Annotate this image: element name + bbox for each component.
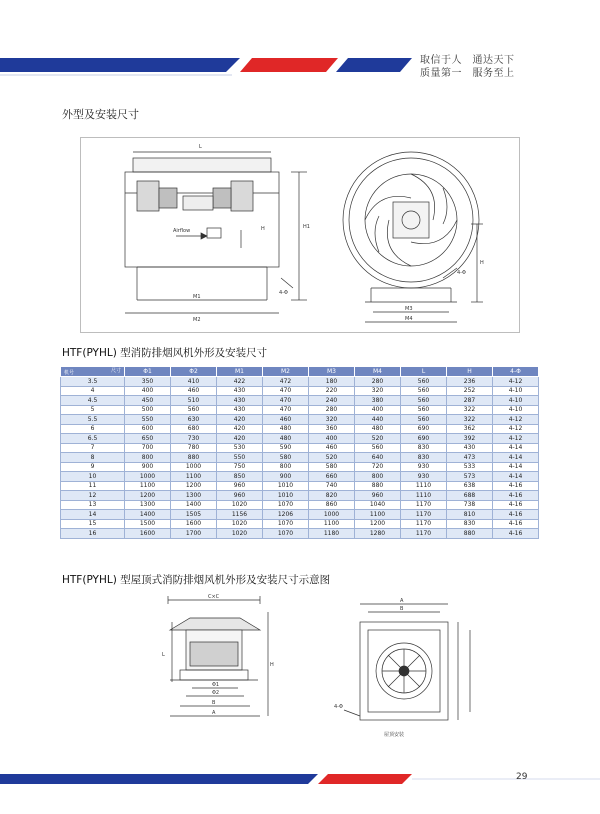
roof-section-title: HTF(PYHL) 型屋顶式消防排烟风机外形及安装尺寸示意图 [62, 574, 331, 586]
table-cell: 400 [355, 405, 401, 415]
table-cell: 1100 [309, 519, 355, 529]
table-cell: 580 [309, 462, 355, 472]
table-corner-cell [61, 367, 125, 377]
table-cell: 380 [355, 396, 401, 406]
col-header: M2 [263, 367, 309, 377]
front-view [343, 152, 483, 322]
table-cell: 4-16 [493, 491, 539, 501]
table-cell: 730 [171, 434, 217, 444]
table-cell: 472 [263, 377, 309, 387]
roof-dim-H: H [270, 662, 274, 668]
table-cell: 560 [355, 443, 401, 453]
table-cell: 400 [125, 386, 171, 396]
table-cell: 440 [355, 415, 401, 425]
col-header: M4 [355, 367, 401, 377]
table-cell: 4-10 [493, 386, 539, 396]
col-header: M1 [217, 367, 263, 377]
col-header: 4-Φ [493, 367, 539, 377]
machine-number-cell: 16 [61, 529, 125, 539]
machine-number-cell: 9 [61, 462, 125, 472]
front-dim-holes: 4-Φ [457, 270, 466, 276]
table-cell: 510 [171, 396, 217, 406]
table-row [61, 500, 539, 510]
table-cell: 638 [447, 481, 493, 491]
table-cell: 500 [125, 405, 171, 415]
machine-number-cell: 4 [61, 386, 125, 396]
table-cell: 470 [263, 396, 309, 406]
table-cell: 738 [447, 500, 493, 510]
header-slogan [420, 54, 515, 80]
roof-top-caption: 屋顶安装 [384, 732, 405, 738]
machine-number-cell: 12 [61, 491, 125, 501]
table-cell: 430 [217, 386, 263, 396]
table-cell: 720 [355, 462, 401, 472]
table-cell: 1000 [309, 510, 355, 520]
machine-number-cell: 5.5 [61, 415, 125, 425]
table-cell: 800 [125, 453, 171, 463]
table-cell: 1200 [171, 481, 217, 491]
corner-top-label: 尺寸 [110, 368, 121, 374]
table-cell: 830 [401, 453, 447, 463]
table-cell: 830 [401, 443, 447, 453]
table-cell: 560 [401, 377, 447, 387]
machine-number-cell: 14 [61, 510, 125, 520]
dim-L: L [199, 144, 202, 150]
table-header-row [61, 367, 539, 377]
table-cell: 1400 [171, 500, 217, 510]
table-cell: 750 [217, 462, 263, 472]
table-row [61, 443, 539, 453]
footer-blue-stripe [0, 774, 318, 784]
table-cell: 4-14 [493, 453, 539, 463]
table-cell: 560 [171, 405, 217, 415]
table-cell: 930 [401, 472, 447, 482]
table-cell: 1500 [125, 519, 171, 529]
dim-holes: 4-Φ [279, 290, 288, 296]
table-cell: 1300 [125, 500, 171, 510]
col-header: M3 [309, 367, 355, 377]
table-cell: 480 [355, 424, 401, 434]
machine-number-cell: 3.5 [61, 377, 125, 387]
page-number: 29 [516, 772, 528, 782]
table-cell: 1180 [309, 529, 355, 539]
table-cell: 1700 [171, 529, 217, 539]
roof-top-dim-A: A [400, 598, 404, 604]
table-cell: 1170 [401, 519, 447, 529]
table-cell: 1000 [125, 472, 171, 482]
dim-M1: M1 [193, 294, 201, 300]
section-title: 外型及安装尺寸 [62, 108, 139, 121]
table-cell: 4-16 [493, 500, 539, 510]
table-row [61, 424, 539, 434]
table-cell: 533 [447, 462, 493, 472]
table-row [61, 462, 539, 472]
table-cell: 280 [309, 405, 355, 415]
table-cell: 1020 [217, 519, 263, 529]
table-cell: 4-10 [493, 405, 539, 415]
table-cell: 1300 [171, 491, 217, 501]
table-cell: 820 [309, 491, 355, 501]
table-cell: 460 [171, 386, 217, 396]
table-row [61, 396, 539, 406]
col-header: Φ1 [125, 367, 171, 377]
machine-number-cell: 7 [61, 443, 125, 453]
table-cell: 600 [125, 424, 171, 434]
table-cell: 400 [309, 434, 355, 444]
machine-number-cell: 8 [61, 453, 125, 463]
table-cell: 1170 [401, 510, 447, 520]
table-cell: 1110 [401, 481, 447, 491]
table-cell: 280 [355, 377, 401, 387]
corner-bottom-label: 机号 [64, 370, 75, 376]
header-red-stripe [240, 58, 338, 72]
table-cell: 180 [309, 377, 355, 387]
table-cell: 1100 [125, 481, 171, 491]
table-cell: 1100 [355, 510, 401, 520]
table-cell: 560 [401, 415, 447, 425]
table-cell: 960 [217, 481, 263, 491]
table-cell: 1070 [263, 519, 309, 529]
table-cell: 1040 [355, 500, 401, 510]
table-cell: 4-16 [493, 519, 539, 529]
machine-number-cell: 6 [61, 424, 125, 434]
table-cell: 4-14 [493, 472, 539, 482]
machine-number-cell: 15 [61, 519, 125, 529]
roof-dim-L: L [162, 652, 165, 658]
table-cell: 4-16 [493, 510, 539, 520]
table-row [61, 519, 539, 529]
table-cell: 220 [309, 386, 355, 396]
table-cell: 473 [447, 453, 493, 463]
table-cell: 640 [355, 453, 401, 463]
table-cell: 420 [217, 415, 263, 425]
table-cell: 1200 [355, 519, 401, 529]
table-cell: 740 [309, 481, 355, 491]
table-cell: 320 [309, 415, 355, 425]
table-cell: 460 [263, 415, 309, 425]
table-cell: 1010 [263, 491, 309, 501]
roof-dim-A: A [212, 710, 216, 716]
slogan-line-2: 质量第一 服务至上 [420, 68, 515, 79]
table-cell: 4-12 [493, 434, 539, 444]
spec-table [60, 366, 539, 539]
table-cell: 4-16 [493, 529, 539, 539]
table-cell: 1600 [125, 529, 171, 539]
dim-M2: M2 [193, 317, 201, 323]
roof-top-dim-holes: 4-Φ [334, 704, 343, 710]
table-cell: 688 [447, 491, 493, 501]
table-cell: 580 [263, 453, 309, 463]
table-row [61, 453, 539, 463]
table-cell: 420 [217, 434, 263, 444]
table-cell: 880 [355, 481, 401, 491]
table-cell: 850 [217, 472, 263, 482]
table-title: HTF(PYHL) 型消防排烟风机外形及安装尺寸 [62, 347, 268, 359]
table-cell: 470 [263, 405, 309, 415]
table-cell: 236 [447, 377, 493, 387]
machine-number-cell: 13 [61, 500, 125, 510]
table-cell: 800 [355, 472, 401, 482]
footer-red-stripe [318, 774, 412, 784]
table-cell: 680 [171, 424, 217, 434]
table-cell: 1110 [401, 491, 447, 501]
table-row [61, 510, 539, 520]
table-cell: 4-16 [493, 481, 539, 491]
table-cell: 420 [217, 424, 263, 434]
table-row [61, 481, 539, 491]
front-dim-H: H [480, 260, 484, 266]
header-blue-stripe-right [336, 58, 412, 72]
table-cell: 4-12 [493, 415, 539, 425]
table-cell: 800 [263, 462, 309, 472]
table-cell: 520 [355, 434, 401, 444]
table-cell: 1156 [217, 510, 263, 520]
side-view [125, 152, 307, 313]
table-cell: 560 [401, 386, 447, 396]
table-cell: 700 [125, 443, 171, 453]
table-cell: 287 [447, 396, 493, 406]
table-cell: 630 [171, 415, 217, 425]
table-row [61, 529, 539, 539]
col-header: L [401, 367, 447, 377]
roof-top-diagram [330, 598, 490, 748]
table-cell: 252 [447, 386, 493, 396]
table-cell: 1200 [125, 491, 171, 501]
front-dim-M3: M3 [405, 306, 413, 312]
table-cell: 860 [309, 500, 355, 510]
table-cell: 573 [447, 472, 493, 482]
table-cell: 650 [125, 434, 171, 444]
table-cell: 1206 [263, 510, 309, 520]
table-cell: 1000 [171, 462, 217, 472]
table-cell: 410 [171, 377, 217, 387]
dim-H: H [261, 226, 265, 232]
table-cell: 1020 [217, 500, 263, 510]
top-diagram-frame [80, 137, 520, 333]
table-cell: 830 [447, 519, 493, 529]
table-row [61, 405, 539, 415]
table-cell: 450 [125, 396, 171, 406]
table-cell: 4-14 [493, 462, 539, 472]
table-cell: 1400 [125, 510, 171, 520]
table-cell: 422 [217, 377, 263, 387]
table-cell: 1100 [171, 472, 217, 482]
table-cell: 480 [263, 424, 309, 434]
table-cell: 430 [217, 405, 263, 415]
table-cell: 1170 [401, 529, 447, 539]
machine-number-cell: 6.5 [61, 434, 125, 444]
table-cell: 960 [217, 491, 263, 501]
table-cell: 1170 [401, 500, 447, 510]
table-row [61, 491, 539, 501]
spec-table-wrap [60, 366, 538, 539]
spec-table-body [61, 377, 539, 539]
table-cell: 4-10 [493, 396, 539, 406]
roof-dim-top: C×C [208, 594, 220, 600]
footer-stripes [0, 770, 600, 790]
table-cell: 362 [447, 424, 493, 434]
table-row [61, 415, 539, 425]
table-cell: 560 [401, 396, 447, 406]
airflow-label: Airflow [173, 228, 191, 234]
roof-dim-D1: Φ1 [212, 682, 220, 688]
front-dim-M4: M4 [405, 316, 413, 322]
table-cell: 530 [217, 443, 263, 453]
table-cell: 1020 [217, 529, 263, 539]
table-cell: 430 [447, 443, 493, 453]
table-cell: 4-12 [493, 377, 539, 387]
table-cell: 880 [171, 453, 217, 463]
header-blue-stripe-left [0, 58, 240, 72]
table-cell: 1280 [355, 529, 401, 539]
machine-number-cell: 11 [61, 481, 125, 491]
top-diagram [81, 138, 519, 332]
table-cell: 430 [217, 396, 263, 406]
table-cell: 240 [309, 396, 355, 406]
table-cell: 930 [401, 462, 447, 472]
roof-side-diagram [140, 592, 280, 742]
table-cell: 322 [447, 415, 493, 425]
roof-dim-B: B [212, 700, 216, 706]
table-cell: 810 [447, 510, 493, 520]
machine-number-cell: 5 [61, 405, 125, 415]
table-cell: 350 [125, 377, 171, 387]
table-cell: 960 [355, 491, 401, 501]
table-cell: 1070 [263, 529, 309, 539]
roof-top-dim-B: B [400, 606, 404, 612]
table-cell: 690 [401, 434, 447, 444]
table-cell: 560 [401, 405, 447, 415]
dim-H1: H1 [303, 224, 310, 230]
table-cell: 1600 [171, 519, 217, 529]
table-cell: 392 [447, 434, 493, 444]
table-row [61, 472, 539, 482]
table-cell: 322 [447, 405, 493, 415]
table-cell: 900 [263, 472, 309, 482]
table-cell: 660 [309, 472, 355, 482]
table-cell: 590 [263, 443, 309, 453]
table-cell: 320 [355, 386, 401, 396]
table-cell: 4-14 [493, 443, 539, 453]
table-cell: 460 [309, 443, 355, 453]
table-cell: 4-12 [493, 424, 539, 434]
table-cell: 690 [401, 424, 447, 434]
table-cell: 900 [125, 462, 171, 472]
table-cell: 1070 [263, 500, 309, 510]
table-cell: 1505 [171, 510, 217, 520]
table-cell: 1010 [263, 481, 309, 491]
slogan-line-1: 取信于人 通达天下 [420, 55, 515, 66]
table-cell: 520 [309, 453, 355, 463]
table-cell: 550 [217, 453, 263, 463]
table-row [61, 377, 539, 387]
table-cell: 880 [447, 529, 493, 539]
table-cell: 780 [171, 443, 217, 453]
table-row [61, 386, 539, 396]
col-header: H [447, 367, 493, 377]
machine-number-cell: 4.5 [61, 396, 125, 406]
table-cell: 480 [263, 434, 309, 444]
table-cell: 550 [125, 415, 171, 425]
roof-dim-D2: Φ2 [212, 690, 220, 696]
machine-number-cell: 10 [61, 472, 125, 482]
col-header: Φ2 [171, 367, 217, 377]
table-cell: 360 [309, 424, 355, 434]
table-row [61, 434, 539, 444]
table-cell: 470 [263, 386, 309, 396]
